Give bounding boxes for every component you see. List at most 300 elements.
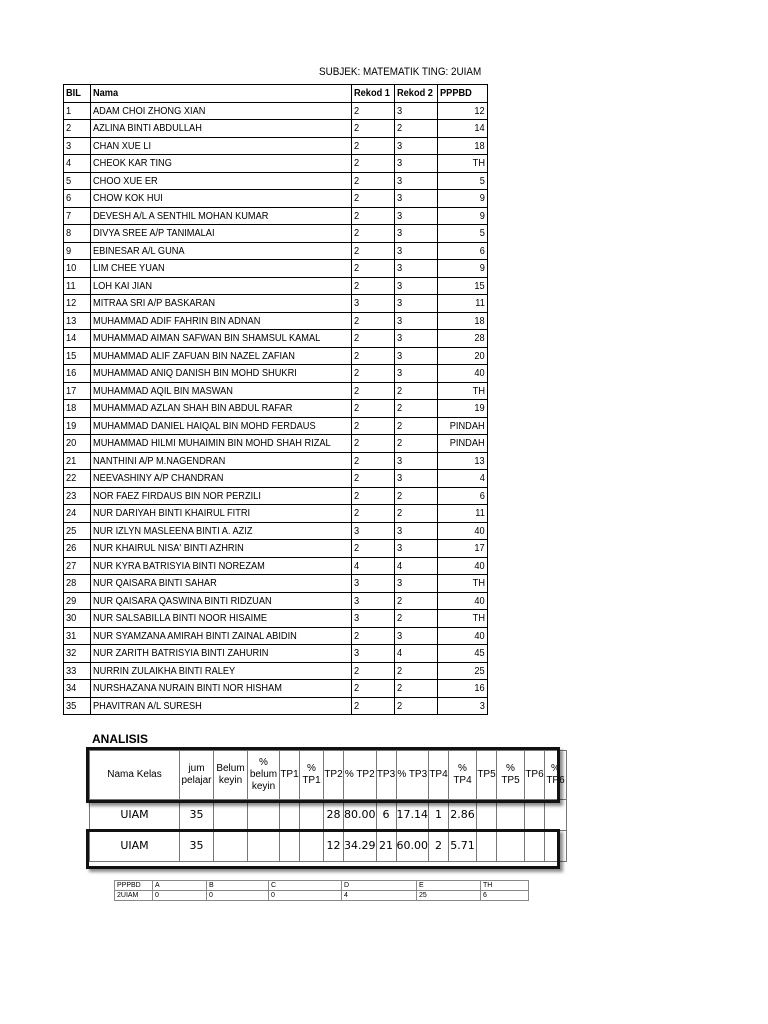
pppbd-summary-header-cell: PPPBD — [115, 881, 153, 891]
analysis-cell: 34.29 — [344, 831, 377, 862]
pppbd-cell-text: 6 — [479, 244, 485, 257]
nama-cell — [91, 277, 352, 295]
rekod-2-cell-text: 2 — [397, 437, 403, 450]
rekod-2-cell — [395, 680, 438, 698]
rekod-2-cell-text: 3 — [397, 139, 403, 152]
pppbd-summary-header-cell: E — [417, 881, 481, 891]
rekod-1-cell — [352, 400, 395, 418]
nama-cell — [91, 610, 352, 628]
rekod-1-cell — [352, 592, 395, 610]
table-row — [64, 557, 488, 575]
pppbd-cell — [438, 417, 488, 435]
pppbd-summary-header-cell: D — [342, 881, 417, 891]
bil-cell-text: 15 — [66, 349, 77, 362]
rekod-1-cell-text: 2 — [354, 122, 360, 135]
nama-cell — [91, 260, 352, 278]
col-header-pppbd — [438, 85, 488, 103]
analysis-col-header: Belum keyin — [214, 751, 248, 800]
bil-cell-text: 11 — [66, 279, 76, 292]
table-row — [64, 400, 488, 418]
rekod-2-cell — [395, 172, 438, 190]
rekod-2-cell — [395, 417, 438, 435]
analysis-cell: 80.00 — [344, 800, 377, 831]
pppbd-cell — [438, 155, 488, 173]
analysis-cell — [280, 831, 300, 862]
pppbd-cell-text: 19 — [474, 402, 485, 415]
pppbd-cell-text: TH — [472, 157, 485, 170]
bil-cell — [64, 155, 91, 173]
rekod-2-cell-text: 3 — [397, 524, 403, 537]
table-row — [64, 225, 488, 243]
nama-cell-text: MUHAMMAD AQIL BIN MASWAN — [93, 384, 233, 397]
analysis-col-header: TP3 — [376, 751, 396, 800]
pppbd-cell-text: 14 — [474, 122, 485, 135]
pppbd-cell — [438, 627, 488, 645]
pppbd-cell — [438, 277, 488, 295]
rekod-1-cell-text: 2 — [354, 682, 360, 695]
pppbd-cell-text: PINDAH — [450, 437, 485, 450]
bil-cell — [64, 610, 91, 628]
analysis-cell — [248, 800, 280, 831]
bil-cell — [64, 225, 91, 243]
rekod-1-cell-text: 2 — [354, 192, 360, 205]
rekod-1-cell-text: 2 — [354, 629, 360, 642]
rekod-2-cell — [395, 540, 438, 558]
analysis-cell: UIAM — [90, 800, 180, 831]
analysis-cell — [497, 831, 525, 862]
analysis-cell: UIAM — [90, 831, 180, 862]
rekod-2-cell — [395, 382, 438, 400]
rekod-1-cell-text: 2 — [354, 367, 360, 380]
rekod-2-cell — [395, 627, 438, 645]
bil-cell — [64, 627, 91, 645]
rekod-1-cell-text: 2 — [354, 314, 360, 327]
rekod-1-cell-text: 2 — [354, 419, 360, 432]
rekod-2-cell — [395, 435, 438, 453]
pppbd-cell-text: 15 — [474, 279, 485, 292]
table-row — [64, 662, 488, 680]
rekod-1-cell — [352, 102, 395, 120]
rekod-1-cell — [352, 452, 395, 470]
nama-cell — [91, 540, 352, 558]
pppbd-summary-header-row — [115, 881, 529, 891]
nama-cell-text: CHOO XUE ER — [93, 174, 158, 187]
rekod-1-cell — [352, 557, 395, 575]
nama-cell — [91, 172, 352, 190]
rekod-1-cell — [352, 277, 395, 295]
table-row — [64, 470, 488, 488]
analysis-col-header: TP1 — [280, 751, 300, 800]
pppbd-cell — [438, 330, 488, 348]
nama-cell — [91, 697, 352, 715]
nama-cell — [91, 645, 352, 663]
bil-cell-text: 2 — [66, 122, 72, 135]
rekod-2-cell — [395, 155, 438, 173]
rekod-2-cell-text: 2 — [397, 419, 403, 432]
pppbd-cell — [438, 452, 488, 470]
bil-cell — [64, 260, 91, 278]
col-header-bil-text: BIL — [66, 87, 81, 100]
rekod-2-cell-text: 4 — [397, 647, 403, 660]
rekod-1-cell — [352, 120, 395, 138]
nama-cell-text: NURRIN ZULAIKHA BINTI RALEY — [93, 664, 236, 677]
pppbd-cell-text: 6 — [479, 489, 485, 502]
rekod-2-cell-text: 4 — [397, 559, 403, 572]
bil-cell — [64, 347, 91, 365]
pppbd-cell — [438, 557, 488, 575]
bil-cell — [64, 137, 91, 155]
analysis-cell — [214, 800, 248, 831]
analysis-cell — [477, 800, 497, 831]
bil-cell-text: 10 — [66, 262, 77, 275]
table-header-row — [64, 85, 488, 103]
rekod-1-cell — [352, 172, 395, 190]
bil-cell-text: 1 — [66, 104, 72, 117]
pppbd-cell — [438, 697, 488, 715]
rekod-1-cell — [352, 260, 395, 278]
nama-cell — [91, 575, 352, 593]
nama-cell — [91, 662, 352, 680]
bil-cell — [64, 277, 91, 295]
nama-cell-text: NEEVASHINY A/P CHANDRAN — [93, 472, 224, 485]
pppbd-cell — [438, 487, 488, 505]
analysis-col-header: jum pelajar — [180, 751, 214, 800]
nama-cell-text: MUHAMMAD AIMAN SAFWAN BIN SHAMSUL KAMAL — [93, 332, 321, 345]
rekod-2-cell — [395, 575, 438, 593]
nama-cell — [91, 627, 352, 645]
col-header-nama-text: Nama — [93, 87, 119, 100]
rekod-2-cell-text: 3 — [397, 227, 403, 240]
pppbd-summary-header-cell: A — [153, 881, 207, 891]
nama-cell — [91, 522, 352, 540]
nama-cell-text: NUR QAISARA QASWINA BINTI RIDZUAN — [93, 594, 272, 607]
rekod-1-cell-text: 2 — [354, 507, 360, 520]
analysis-cell — [300, 831, 324, 862]
table-row — [64, 120, 488, 138]
pppbd-cell — [438, 592, 488, 610]
rekod-1-cell-text: 2 — [354, 227, 360, 240]
rekod-2-cell-text: 3 — [397, 209, 403, 222]
bil-cell — [64, 295, 91, 313]
pppbd-cell-text: 5 — [479, 174, 485, 187]
table-row — [64, 435, 488, 453]
nama-cell — [91, 470, 352, 488]
nama-cell-text: NUR SALSABILLA BINTI NOOR HISAIME — [93, 612, 268, 625]
pppbd-cell — [438, 347, 488, 365]
bil-cell — [64, 697, 91, 715]
pppbd-cell — [438, 190, 488, 208]
col-header-rekod-1 — [352, 85, 395, 103]
rekod-1-cell — [352, 242, 395, 260]
analysis-cell — [545, 800, 567, 831]
rekod-1-cell — [352, 225, 395, 243]
bil-cell-text: 27 — [66, 559, 77, 572]
rekod-1-cell — [352, 347, 395, 365]
nama-cell-text: NURSHAZANA NURAIN BINTI NOR HISHAM — [93, 682, 282, 695]
bil-cell — [64, 312, 91, 330]
rekod-1-cell — [352, 627, 395, 645]
rekod-2-cell — [395, 365, 438, 383]
rekod-1-cell-text: 3 — [354, 612, 360, 625]
table-row — [64, 505, 488, 523]
pppbd-summary-cell: 0 — [269, 891, 342, 901]
analysis-cell: 2 — [429, 831, 449, 862]
col-header-pppbd-text: PPPBD — [440, 87, 472, 100]
analysis-header-row — [90, 751, 567, 800]
pppbd-cell-text: 3 — [479, 699, 485, 712]
rekod-1-cell — [352, 417, 395, 435]
pppbd-cell — [438, 312, 488, 330]
col-header-bil — [64, 85, 91, 103]
bil-cell-text: 9 — [66, 244, 72, 257]
rekod-1-cell-text: 2 — [354, 349, 360, 362]
table-row — [64, 137, 488, 155]
rekod-2-cell-text: 3 — [397, 279, 403, 292]
pppbd-cell — [438, 207, 488, 225]
bil-cell-text: 12 — [66, 297, 77, 310]
nama-cell — [91, 225, 352, 243]
bil-cell — [64, 470, 91, 488]
pppbd-cell-text: 28 — [474, 332, 485, 345]
pppbd-cell-text: 11 — [475, 507, 485, 520]
pppbd-cell — [438, 645, 488, 663]
rekod-1-cell-text: 3 — [354, 577, 360, 590]
pppbd-cell — [438, 295, 488, 313]
rekod-2-cell — [395, 610, 438, 628]
bil-cell-text: 28 — [66, 577, 77, 590]
nama-cell — [91, 592, 352, 610]
analysis-cell: 17.14 — [396, 800, 429, 831]
pppbd-cell — [438, 242, 488, 260]
rekod-2-cell — [395, 347, 438, 365]
table-row — [64, 417, 488, 435]
table-row — [64, 277, 488, 295]
bil-cell-text: 16 — [66, 367, 77, 380]
nama-cell — [91, 207, 352, 225]
rekod-1-cell — [352, 522, 395, 540]
rekod-2-cell-text: 3 — [397, 244, 403, 257]
rekod-2-cell-text: 3 — [397, 262, 403, 275]
nama-cell-text: CHAN XUE LI — [93, 139, 152, 152]
rekod-2-cell-text: 2 — [397, 489, 403, 502]
pppbd-cell-text: 5 — [479, 227, 485, 240]
bil-cell-text: 20 — [66, 437, 77, 450]
bil-cell — [64, 102, 91, 120]
analysis-cell: 35 — [180, 831, 214, 862]
analysis-col-header: TP4 — [429, 751, 449, 800]
rekod-2-cell-text: 2 — [397, 682, 403, 695]
bil-cell-text: 33 — [66, 664, 77, 677]
pppbd-summary-cell: 4 — [342, 891, 417, 901]
bil-cell — [64, 540, 91, 558]
pppbd-cell — [438, 470, 488, 488]
pppbd-cell — [438, 522, 488, 540]
analysis-cell — [525, 800, 545, 831]
rekod-2-cell — [395, 207, 438, 225]
nama-cell — [91, 487, 352, 505]
nama-cell — [91, 347, 352, 365]
pppbd-cell-text: 20 — [474, 349, 485, 362]
nama-cell-text: NUR KYRA BATRISYIA BINTI NOREZAM — [93, 559, 265, 572]
bil-cell — [64, 662, 91, 680]
rekod-1-cell — [352, 540, 395, 558]
rekod-2-cell-text: 2 — [397, 122, 403, 135]
nama-cell — [91, 102, 352, 120]
rekod-2-cell — [395, 225, 438, 243]
rekod-2-cell — [395, 697, 438, 715]
nama-cell-text: EBINESAR A/L GUNA — [93, 244, 185, 257]
bil-cell — [64, 522, 91, 540]
table-row — [64, 312, 488, 330]
rekod-2-cell — [395, 330, 438, 348]
bil-cell-text: 25 — [66, 524, 77, 537]
nama-cell-text: MUHAMMAD ANIQ DANISH BIN MOHD SHUKRI — [93, 367, 297, 380]
analysis-row — [90, 831, 567, 862]
pppbd-summary-cell: 0 — [153, 891, 207, 901]
table-row — [64, 627, 488, 645]
col-header-rekod-1-text: Rekod 1 — [354, 87, 390, 100]
nama-cell — [91, 417, 352, 435]
nama-cell — [91, 452, 352, 470]
bil-cell-text: 30 — [66, 612, 77, 625]
bil-cell — [64, 592, 91, 610]
bil-cell-text: 3 — [66, 139, 72, 152]
rekod-2-cell-text: 2 — [397, 612, 403, 625]
rekod-2-cell — [395, 137, 438, 155]
bil-cell — [64, 487, 91, 505]
analysis-cell: 2.86 — [449, 800, 477, 831]
analysis-col-header: % TP3 — [396, 751, 429, 800]
bil-cell — [64, 207, 91, 225]
nama-cell-text: MUHAMMAD AZLAN SHAH BIN ABDUL RAFAR — [93, 402, 293, 415]
bil-cell — [64, 505, 91, 523]
nama-cell — [91, 382, 352, 400]
analysis-cell: 5.71 — [449, 831, 477, 862]
bil-cell — [64, 400, 91, 418]
bil-cell-text: 5 — [66, 174, 72, 187]
bil-cell-text: 8 — [66, 227, 72, 240]
rekod-2-cell-text: 3 — [397, 104, 403, 117]
table-row — [64, 540, 488, 558]
rekod-1-cell — [352, 610, 395, 628]
pppbd-cell-text: 9 — [479, 192, 485, 205]
rekod-1-cell-text: 3 — [354, 297, 360, 310]
rekod-2-cell-text: 2 — [397, 699, 403, 712]
bil-cell-text: 26 — [66, 542, 77, 555]
rekod-1-cell — [352, 575, 395, 593]
rekod-2-cell — [395, 400, 438, 418]
bil-cell — [64, 242, 91, 260]
pppbd-cell-text: 40 — [474, 367, 485, 380]
pppbd-cell — [438, 435, 488, 453]
table-row — [64, 295, 488, 313]
rekod-1-cell-text: 2 — [354, 104, 360, 117]
rekod-1-cell — [352, 382, 395, 400]
rekod-1-cell — [352, 645, 395, 663]
bil-cell-text: 18 — [66, 402, 77, 415]
bil-cell-text: 6 — [66, 192, 72, 205]
pppbd-cell-text: 12 — [474, 104, 485, 117]
table-row — [64, 697, 488, 715]
bil-cell — [64, 330, 91, 348]
pppbd-cell — [438, 137, 488, 155]
bil-cell — [64, 382, 91, 400]
nama-cell-text: MUHAMMAD DANIEL HAIQAL BIN MOHD FERDAUS — [93, 419, 316, 432]
pppbd-summary-cell: 25 — [417, 891, 481, 901]
rekod-2-cell-text: 2 — [397, 664, 403, 677]
rekod-2-cell-text: 2 — [397, 402, 403, 415]
nama-cell — [91, 365, 352, 383]
bil-cell-text: 14 — [66, 332, 77, 345]
rekod-1-cell-text: 2 — [354, 472, 360, 485]
analysis-cell — [214, 831, 248, 862]
pppbd-cell-text: 18 — [474, 314, 485, 327]
analysis-cell: 12 — [324, 831, 344, 862]
analysis-col-header: % TP6 — [545, 751, 567, 800]
rekod-2-cell — [395, 242, 438, 260]
rekod-1-cell-text: 2 — [354, 437, 360, 450]
rekod-2-cell-text: 2 — [397, 507, 403, 520]
bil-cell-text: 29 — [66, 594, 77, 607]
rekod-2-cell-text: 3 — [397, 472, 403, 485]
analysis-cell: 6 — [376, 800, 396, 831]
table-row — [64, 242, 488, 260]
bil-cell — [64, 417, 91, 435]
analysis-cell — [300, 800, 324, 831]
analysis-col-header: % TP2 — [344, 751, 377, 800]
rekod-2-cell — [395, 505, 438, 523]
nama-cell-text: NUR KHAIRUL NISA' BINTI AZHRIN — [93, 542, 244, 555]
nama-cell-text: NOR FAEZ FIRDAUS BIN NOR PERZILI — [93, 489, 261, 502]
pppbd-cell — [438, 505, 488, 523]
pppbd-cell-text: 18 — [474, 139, 485, 152]
analysis-cell — [525, 831, 545, 862]
nama-cell-text: NANTHINI A/P M.NAGENDRAN — [93, 454, 226, 467]
bil-cell-text: 35 — [66, 699, 77, 712]
table-row — [64, 155, 488, 173]
pppbd-cell — [438, 365, 488, 383]
rekod-2-cell — [395, 260, 438, 278]
nama-cell-text: CHOW KOK HUI — [93, 192, 163, 205]
table-row — [64, 172, 488, 190]
rekod-2-cell — [395, 295, 438, 313]
pppbd-cell-text: 9 — [479, 262, 485, 275]
analysis-cell: 1 — [429, 800, 449, 831]
pppbd-summary-header-cell: C — [269, 881, 342, 891]
table-row — [64, 592, 488, 610]
bil-cell — [64, 120, 91, 138]
bil-cell-text: 19 — [66, 419, 77, 432]
bil-cell — [64, 365, 91, 383]
nama-cell-text: NUR ZARITH BATRISYIA BINTI ZAHURIN — [93, 647, 269, 660]
nama-cell-text: LOH KAI JIAN — [93, 279, 153, 292]
rekod-2-cell — [395, 592, 438, 610]
bil-cell-text: 24 — [66, 507, 77, 520]
bil-cell — [64, 435, 91, 453]
rekod-2-cell-text: 3 — [397, 367, 403, 380]
bil-cell-text: 23 — [66, 489, 77, 502]
pppbd-cell-text: 11 — [475, 297, 485, 310]
nama-cell — [91, 242, 352, 260]
nama-cell-text: LIM CHEE YUAN — [93, 262, 165, 275]
col-header-nama — [91, 85, 352, 103]
rekod-1-cell-text: 2 — [354, 332, 360, 345]
rekod-1-cell-text: 2 — [354, 209, 360, 222]
pppbd-cell — [438, 225, 488, 243]
bil-cell-text: 34 — [66, 682, 77, 695]
analysis-cell — [477, 831, 497, 862]
pppbd-summary-cell: 2UIAM — [115, 891, 153, 901]
